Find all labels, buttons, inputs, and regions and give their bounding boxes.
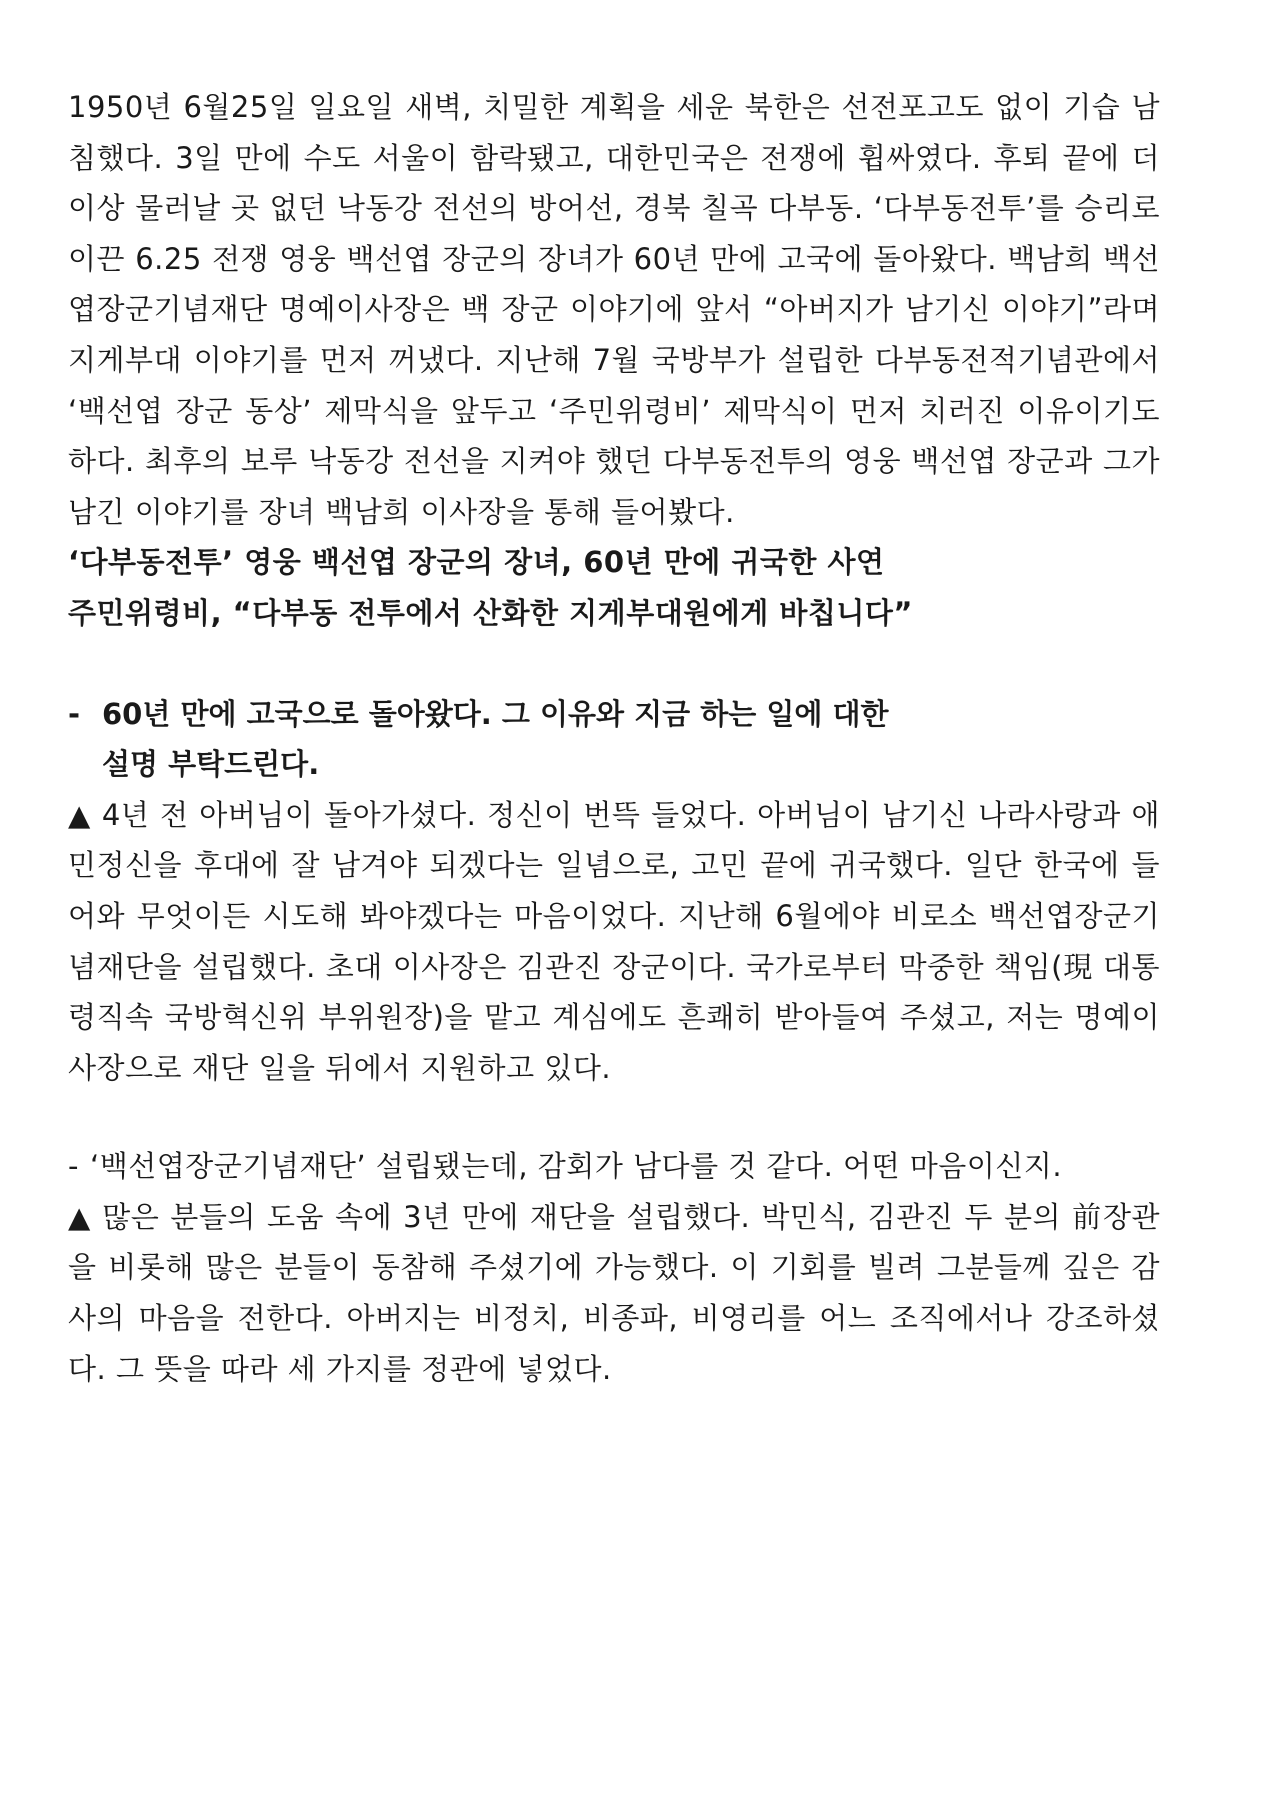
spacer — [68, 639, 1160, 689]
answer-1-text: 4년 전 아버님이 돌아가셨다. 정신이 번뜩 들었다. 아버님이 남기신 나라사랑과 애민정신을 후대에 잘 남겨야 되겠다는 일념으로, 고민 끝에 귀국했다. 일단 한국에 들어와 무엇이든 시도해 봐야겠다는 마음이었다. 지난해 6월에야 비로소 백선엽장군기념재단을 설립했다. 초대 이사장은 김관진 장군이다. 국가로부터 막중한 책임(現 대통령직속 국방혁신위 부위원장)을 맡고 계심에도 흔쾌히 받아들여 주셨고, 저는 명예이사장으로 재단 일을 뒤에서 지원하고 있다. — [68, 797, 1160, 1085]
question-dash: - — [68, 696, 81, 731]
intro-paragraph: 1950년 6월25일 일요일 새벽, 치밀한 계획을 세운 북한은 선전포고도 없이 기습 남침했다. 3일 만에 수도 서울이 함락됐고, 대한민국은 전쟁에 휩싸였다. 후퇴 끝에 더 이상 물러날 곳 없던 낙동강 전선의 방어선, 경북 칠곡 다부동. ‘다부동전투’를 승리로 이끈 6.25 전쟁 영웅 백선엽 장군의 장녀가 60년 만에 고국에 돌아왔다. 백남희 백선엽장군기념재단 명예이사장은 백 장군 이야기에 앞서 “아버지가 남기신 이야기”라며 지게부대 이야기를 먼저 꺼냈다. 지난해 7월 국방부가 설립한 다부동전적기념관에서 ‘백선엽 장군 동상’ 제막식을 앞두고 ‘주민위령비’ 제막식이 먼저 치러진 이유이기도 하다. 최후의 보루 낙동강 전선을 지켜야 했던 다부동전투의 영웅 백선엽 장군과 그가 남긴 이야기를 장녀 백남희 이사장을 통해 들어봤다. — [68, 90, 1160, 529]
question-2-text: ‘백선엽장군기념재단’ 설립됐는데, 감회가 남다를 것 같다. 어떤 마음이신지. — [90, 1149, 1063, 1184]
question-1-line-2: 설명 부탁드린다. — [102, 747, 320, 782]
question-1 — [68, 689, 1160, 790]
question-1-line-1: 60년 만에 고국으로 돌아왔다. 그 이유와 지금 하는 일에 대한 — [102, 696, 889, 731]
spacer — [68, 1093, 1160, 1141]
question-dash: - — [68, 1149, 79, 1184]
triangle-marker-icon: ▲ — [68, 1199, 93, 1234]
headline-1: ‘다부동전투’ 영웅 백선엽 장군의 장녀, 60년 만에 귀국한 사연 — [68, 545, 885, 580]
question-2 — [68, 1141, 1160, 1192]
answer-2-text: 많은 분들의 도움 속에 3년 만에 재단을 설립했다. 박민식, 김관진 두 분의 前장관을 비롯해 많은 분들이 동참해 주셨기에 가능했다. 이 기회를 빌려 그분들께 깊은 감사의 마음을 전한다. 아버지는 비정치, 비종파, 비영리를 어느 조직에서나 강조하셨다. 그 뜻을 따라 세 가지를 정관에 넣었다. — [68, 1199, 1160, 1386]
triangle-marker-icon: ▲ — [68, 797, 92, 832]
answer-2 — [68, 1192, 1160, 1394]
answer-1 — [68, 790, 1160, 1094]
document-page — [68, 82, 1160, 1394]
headline-2: 주민위령비, “다부동 전투에서 산화한 지게부대원에게 바칩니다” — [68, 595, 913, 630]
